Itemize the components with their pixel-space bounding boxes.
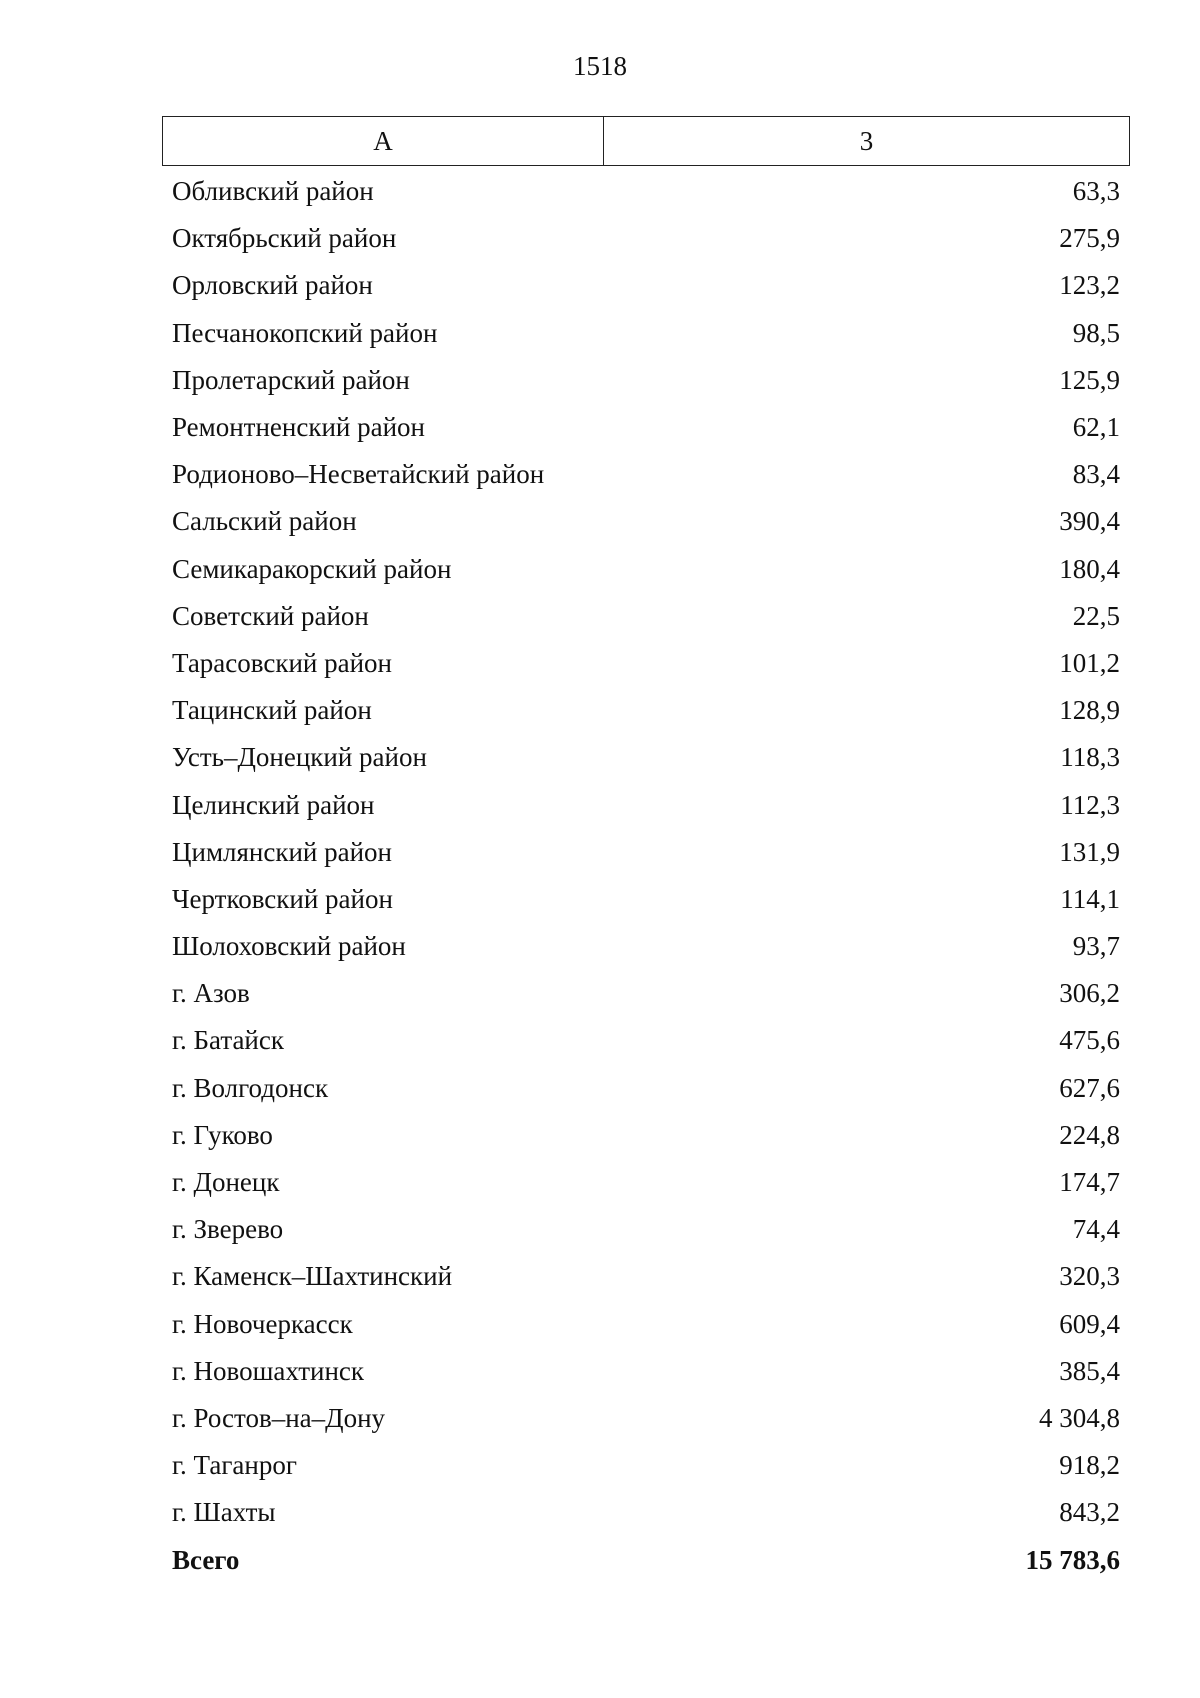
row-value: 224,8 xyxy=(1059,1119,1120,1150)
row-value: 4 304,8 xyxy=(1039,1402,1120,1433)
table-header xyxy=(162,116,1130,166)
row-label: Тарасовский район xyxy=(172,647,392,678)
row-value: 118,3 xyxy=(1060,742,1120,773)
table-row xyxy=(172,923,1120,970)
row-value: 123,2 xyxy=(1059,270,1120,301)
table-row xyxy=(172,1112,1120,1159)
table-row xyxy=(172,781,1120,828)
table-row xyxy=(172,876,1120,923)
table-row xyxy=(172,498,1120,545)
row-label: Родионово–Несветайский район xyxy=(172,459,545,490)
table-row xyxy=(172,451,1120,498)
total-label: Всего xyxy=(172,1544,240,1575)
table-row xyxy=(172,1159,1120,1206)
row-value: 114,1 xyxy=(1060,883,1120,914)
row-label: Орловский район xyxy=(172,270,373,301)
row-value: 180,4 xyxy=(1059,553,1120,584)
row-label: Чертковский район xyxy=(172,883,393,914)
table-row xyxy=(172,1442,1120,1489)
table-row xyxy=(172,1489,1120,1536)
row-label: Тацинский район xyxy=(172,695,372,726)
table-rows xyxy=(172,168,1120,1536)
row-value: 390,4 xyxy=(1059,506,1120,537)
row-value: 385,4 xyxy=(1059,1355,1120,1386)
row-value: 843,2 xyxy=(1059,1497,1120,1528)
row-value: 320,3 xyxy=(1059,1261,1120,1292)
table-row xyxy=(172,215,1120,262)
row-value: 62,1 xyxy=(1072,412,1120,443)
row-label: г. Батайск xyxy=(172,1025,284,1056)
row-value: 128,9 xyxy=(1059,695,1120,726)
row-value: 275,9 xyxy=(1059,223,1120,254)
table-row xyxy=(172,310,1120,357)
total-row xyxy=(172,1536,1120,1583)
row-value: 125,9 xyxy=(1059,364,1120,395)
row-label: Шолоховский район xyxy=(172,931,406,962)
table-row xyxy=(172,1253,1120,1300)
row-label: г. Донецк xyxy=(172,1167,280,1198)
row-value: 101,2 xyxy=(1059,647,1120,678)
row-label: Советский район xyxy=(172,600,369,631)
row-value: 22,5 xyxy=(1072,600,1120,631)
row-label: г. Таганрог xyxy=(172,1450,297,1481)
row-value: 918,2 xyxy=(1059,1450,1120,1481)
table-row xyxy=(172,1017,1120,1064)
row-label: г. Шахты xyxy=(172,1497,276,1528)
row-label: г. Гуково xyxy=(172,1119,273,1150)
row-value: 63,3 xyxy=(1072,176,1120,207)
table-row xyxy=(172,546,1120,593)
table-row xyxy=(172,970,1120,1017)
column-header-a: А xyxy=(163,117,604,165)
row-label: г. Волгодонск xyxy=(172,1072,329,1103)
row-value: 174,7 xyxy=(1059,1167,1120,1198)
table-row xyxy=(172,1206,1120,1253)
row-value: 131,9 xyxy=(1059,836,1120,867)
table-row xyxy=(172,1301,1120,1348)
row-value: 627,6 xyxy=(1059,1072,1120,1103)
table-row xyxy=(172,1348,1120,1395)
row-label: Семикаракорский район xyxy=(172,553,452,584)
row-value: 83,4 xyxy=(1072,459,1120,490)
column-header-3: 3 xyxy=(859,125,874,156)
table-row xyxy=(172,687,1120,734)
table-row xyxy=(172,262,1120,309)
row-label: Усть–Донецкий район xyxy=(172,742,427,773)
row-label: г. Новочеркасск xyxy=(172,1308,353,1339)
table-row xyxy=(172,593,1120,640)
table-row xyxy=(172,1065,1120,1112)
row-value: 112,3 xyxy=(1060,789,1120,820)
table-row xyxy=(172,829,1120,876)
row-label: Обливский район xyxy=(172,176,374,207)
row-label: Целинский район xyxy=(172,789,375,820)
row-value: 93,7 xyxy=(1072,931,1120,962)
table-row xyxy=(172,168,1120,215)
row-value: 306,2 xyxy=(1059,978,1120,1009)
row-value: 74,4 xyxy=(1072,1214,1120,1245)
row-label: Песчанокопский район xyxy=(172,317,438,348)
row-label: г. Азов xyxy=(172,978,250,1009)
table-body xyxy=(172,168,1120,1584)
table-row xyxy=(172,357,1120,404)
row-label: Цимлянский район xyxy=(172,836,393,867)
row-label: г. Новошахтинск xyxy=(172,1355,364,1386)
table-row xyxy=(172,734,1120,781)
table-row xyxy=(172,1395,1120,1442)
row-label: г. Каменск–Шахтинский xyxy=(172,1261,453,1292)
table-row xyxy=(172,404,1120,451)
page-number: 1518 xyxy=(573,51,627,81)
row-label: Пролетарский район xyxy=(172,364,410,395)
row-label: г. Ростов–на–Дону xyxy=(172,1402,386,1433)
row-label: Сальский район xyxy=(172,506,357,537)
row-label: г. Зверево xyxy=(172,1214,284,1245)
row-value: 475,6 xyxy=(1059,1025,1120,1056)
table-row xyxy=(172,640,1120,687)
total-value: 15 783,6 xyxy=(1025,1544,1120,1575)
row-value: 609,4 xyxy=(1059,1308,1120,1339)
row-value: 98,5 xyxy=(1072,317,1120,348)
row-label: Октябрьский район xyxy=(172,223,397,254)
row-label: Ремонтненский район xyxy=(172,412,425,443)
